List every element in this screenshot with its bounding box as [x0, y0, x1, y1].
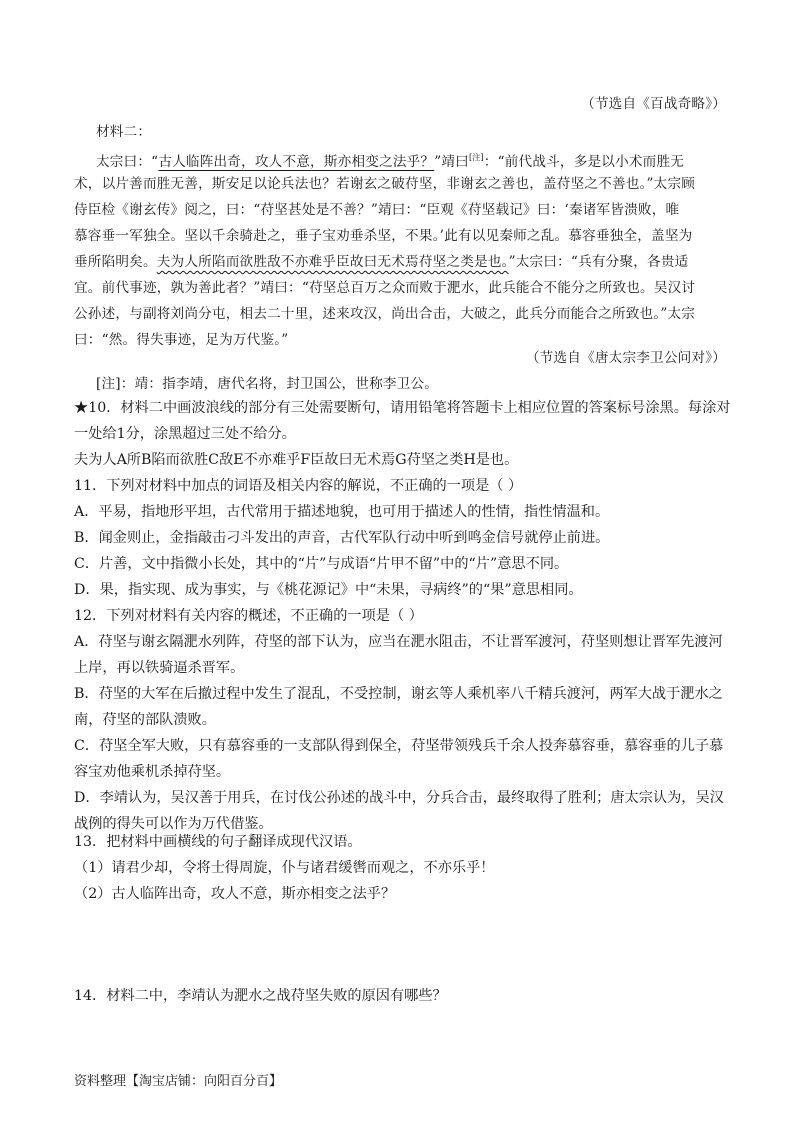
material-2-line-2: 术，以片善而胜无善，斯安足以论兵法也？若谢玄之破苻坚，非谢玄之善也，盖苻坚之不善也。”太宗顾	[74, 176, 696, 192]
underlined-sentence-2: 古人临阵出奇，攻人不意，斯亦相变之法乎？	[158, 154, 435, 170]
material-2-heading: 材料二：	[96, 124, 152, 140]
source-citation-1: （节选自《百战奇略》）	[581, 96, 726, 112]
q13-sentence-1: （1）请君少却，令将士得周旋，仆与诸君缓辔而观之，不亦乐乎！	[74, 860, 495, 876]
source-citation-2: （节选自《唐太宗李卫公问对》）	[525, 350, 726, 366]
material-2-line-8: 曰：“然。得失事迹，足为万代鉴。”	[74, 332, 289, 348]
wavy-underlined-sentence: 夫为人所陷而欲胜敌不亦难乎臣故曰无术焉苻坚之类是也。	[156, 254, 509, 270]
q10-options: 夫为人A所B陷而欲胜C敌E不亦难乎F臣故曰无术焉G苻坚之类H是也。	[74, 452, 519, 468]
q13-sentence-2: （2）古人临阵出奇，攻人不意，斯亦相变之法乎？	[74, 886, 396, 902]
q12-stem: 12．下列对材料有关内容的概述，不正确的一项是（ ）	[74, 608, 423, 624]
line-1-text-a: 太宗曰：“	[96, 154, 159, 170]
q12-option-c-line-1: C．苻坚全军大败，只有慕容垂的一支部队得到保全，苻坚带领残兵千余人投奔慕容垂，慕容垂的儿子慕	[74, 738, 724, 754]
q12-option-d-line-2: 战例的得失可以作为万代借鉴。	[74, 816, 273, 832]
q12-option-a-line-1: A．苻坚与谢玄隔淝水列阵，苻坚的部下认为，应当在淝水阻击，不让晋军渡河，苻坚则想让晋军先渡河	[74, 634, 723, 650]
q13-stem: 13．把材料中画横线的句子翻译成现代汉语。	[74, 834, 362, 850]
q14-stem: 14．材料二中，李靖认为淝水之战苻坚失败的原因有哪些？	[74, 988, 447, 1004]
q11-option-c: C．片善，文中指微小长处，其中的“片”与成语“片甲不留”中的“片”意思不同。	[74, 556, 569, 572]
q11-option-d: D．果，指实现、成为事实，与《桃花源记》中“未果，寻病终”的“果”意思相同。	[74, 582, 583, 598]
q12-option-a-line-2: 上岸，再以铁骑逼杀晋军。	[74, 660, 245, 676]
q12-option-c-line-2: 容宝劝他乘机杀掉苻坚。	[74, 764, 231, 780]
line-1-text-c: ：“前代战斗，多是以小术而胜无	[483, 154, 685, 170]
material-2-line-7: 公孙述，与副将刘尚分屯，相去二十里，述来攻汉，尚出合击，大破之，此兵分而能合之所致也。”太宗	[74, 306, 696, 322]
note-marker: [注]	[468, 153, 484, 162]
material-2-line-3: 侍臣检《谢玄传》阅之，曰：“苻坚甚处是不善？”靖曰：“臣观《苻坚载记》曰：‘秦诸军皆溃败，唯	[74, 202, 680, 218]
q10-stem-line-1: ★10．材料二中画波浪线的部分有三处需要断句，请用铅笔将答题卡上相应位置的答案标号涂黑。每涂对	[74, 400, 731, 416]
q11-stem: 11．下列对材料中加点的词语及相关内容的解说，不正确的一项是（ ）	[74, 478, 523, 494]
line-1-text-b: ”靖曰	[434, 154, 469, 170]
q11-option-b: B．闻金则止，金指敲击刁斗发出的声音，古代军队行动中听到鸣金信号就停止前进。	[74, 530, 610, 546]
material-2-line-4: 慕容垂一军独全。坚以千余骑赴之，垂子宝劝垂杀坚，不果。’此有以见秦师之乱。慕容垂独全，盖坚为	[74, 228, 693, 244]
annotation-note: [注]：靖：指李靖，唐代名将，封卫国公，世称李卫公。	[96, 376, 439, 392]
q12-option-b-line-1: B．苻坚的大军在后撤过程中发生了混乱，不受控制，谢玄等人乘机率八千精兵渡河，两军大战于淝水之	[74, 686, 723, 702]
line-5-text-a: 垂所陷明矣。	[74, 254, 157, 270]
q10-stem-line-2: 一处给1分，涂黑超过三处不给分。	[74, 426, 296, 442]
material-2-line-1	[96, 148, 684, 172]
material-2-line-5	[74, 252, 688, 272]
q12-option-d-line-1: D．李靖认为，吴汉善于用兵，在讨伐公孙述的战斗中，分兵合击，最终取得了胜利；唐太宗认为，吴汉	[74, 790, 724, 806]
material-2-line-6: 宜。前代事迹，孰为善此者？”靖曰：“苻坚总百万之众而败于淝水，此兵能合不能分之所致也。吴汉讨	[74, 280, 696, 296]
footer-credit: 资料整理【淘宝店铺：向阳百分百】	[74, 1074, 283, 1089]
q12-option-b-line-2: 南，苻坚的部队溃败。	[74, 712, 216, 728]
line-5-text-b: ”太宗曰：“兵有分聚，各贵适	[508, 254, 689, 270]
q11-option-a: A．平易，指地形平坦，古代常用于描述地貌，也可用于描述人的性情，指性情温和。	[74, 504, 610, 520]
